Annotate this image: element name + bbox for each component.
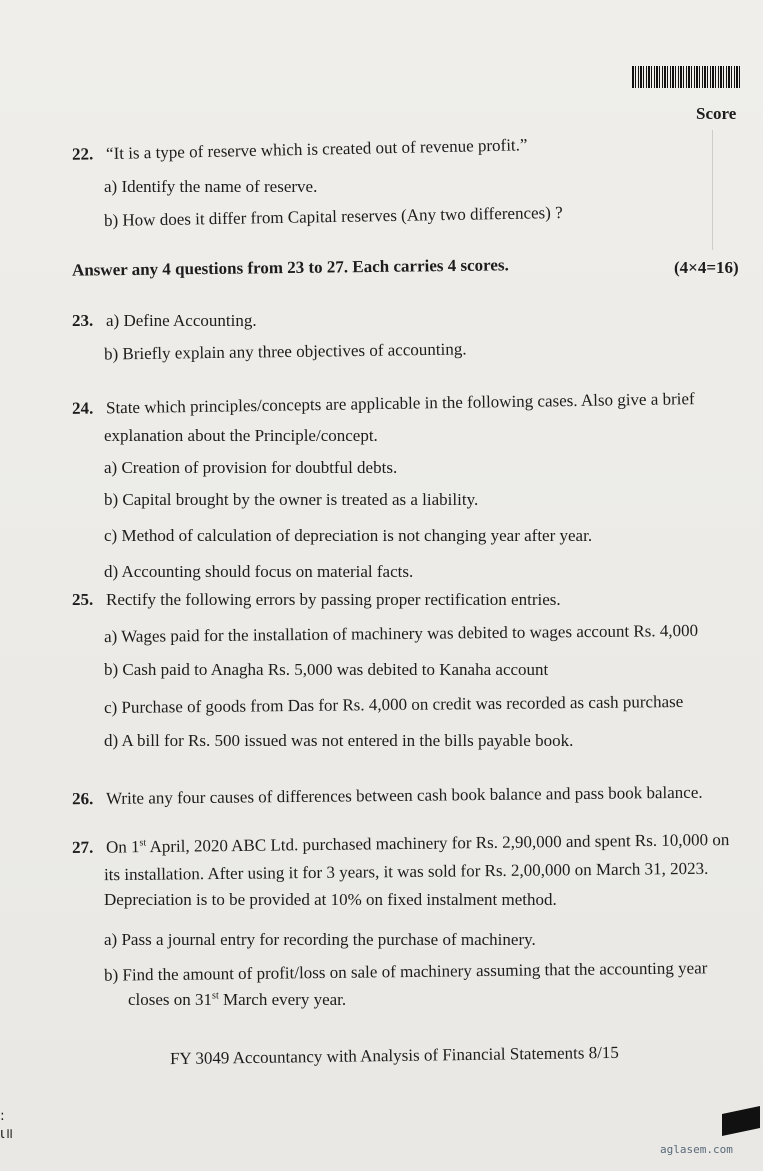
- question-number: 24.: [71, 398, 94, 418]
- question-number: 23.: [72, 311, 94, 330]
- question-24: [72, 389, 695, 419]
- question-text: “It is a type of reserve which is created out of revenue profit.”: [105, 135, 528, 164]
- margin-rule: [712, 130, 713, 250]
- question-text-1: On 1: [105, 837, 140, 857]
- score-label: Score: [696, 104, 737, 123]
- page-footer: FY 3049 Accountancy with Analysis of Financial Statements 8/15: [169, 1042, 619, 1069]
- question-number: 26.: [71, 789, 94, 809]
- watermark: aglasem.com: [660, 1143, 733, 1156]
- question-number: 22.: [71, 144, 94, 164]
- barcode-image: [632, 66, 740, 88]
- question-23-part-b: b) Briefly explain any three objectives of accounting.: [103, 339, 467, 364]
- question-22: [72, 135, 528, 165]
- question-25-part-d: d) A bill for Rs. 500 issued was not entered in the bills payable book.: [104, 731, 574, 750]
- question-24-part-a: a) Creation of provision for doubtful debts.: [104, 458, 398, 477]
- question-part-a: a) Define Accounting.: [106, 311, 257, 330]
- question-text: State which principles/concepts are applicable in the following cases. Also give a brief: [105, 389, 695, 418]
- question-24-part-c: c) Method of calculation of depreciation is not changing year after year.: [104, 526, 593, 545]
- closing-text-cont: March every year.: [218, 990, 347, 1009]
- question-23: [72, 311, 257, 331]
- question-27-part-b: b) Find the amount of profit/loss on sale of machinery assuming that the accounting year: [103, 958, 708, 985]
- section-instruction: Answer any 4 questions from 23 to 27. Each carries 4 scores.: [71, 255, 509, 280]
- section-marks: (4×4=16): [674, 258, 739, 277]
- question-number: 27.: [71, 837, 94, 858]
- question-27-text-2: its installation. After using it for 3 years, it was sold for Rs. 2,00,000 on March 31, 2023.: [103, 858, 709, 885]
- question-24-part-d: d) Accounting should focus on material facts.: [104, 562, 414, 581]
- question-24-part-b: b) Capital brought by the owner is treated as a liability.: [104, 490, 479, 509]
- question-27-text-3: Depreciation is to be provided at 10% on fixed instalment method.: [104, 890, 557, 909]
- question-27-part-a: a) Pass a journal entry for recording the purchase of machinery.: [104, 930, 536, 949]
- question-27-part-b-cont: [128, 990, 346, 1010]
- question-26: [72, 783, 703, 810]
- question-25: [72, 590, 561, 610]
- question-24-text-cont: explanation about the Principle/concept.: [104, 426, 378, 445]
- edge-mark: : ɩ॥: [0, 1108, 14, 1142]
- corner-mark: [722, 1106, 760, 1136]
- question-text: Write any four causes of differences between cash book balance and pass book balance.: [105, 782, 703, 808]
- question-25-part-c: c) Purchase of goods from Das for Rs. 4,000 on credit was recorded as cash purchase: [103, 691, 684, 718]
- question-25-part-b: b) Cash paid to Anagha Rs. 5,000 was debited to Kanaha account: [104, 660, 549, 679]
- closing-text: closes on 31: [128, 990, 213, 1009]
- question-22-part-b: b) How does it differ from Capital reserves (Any two differences) ?: [103, 202, 563, 231]
- ordinal-suffix: st: [139, 837, 147, 849]
- ordinal-suffix: st: [212, 990, 219, 1002]
- question-25-part-a: a) Wages paid for the installation of machinery was debited to wages account Rs. 4,000: [103, 620, 699, 647]
- question-22-part-a: a) Identify the name of reserve.: [104, 177, 318, 196]
- question-text-1-cont: April, 2020 ABC Ltd. purchased machinery for Rs. 2,90,000 and spent Rs. 10,000 on: [146, 829, 730, 857]
- question-number: 25.: [72, 590, 94, 609]
- question-text: Rectify the following errors by passing proper rectification entries.: [106, 590, 561, 609]
- question-27: [72, 830, 730, 858]
